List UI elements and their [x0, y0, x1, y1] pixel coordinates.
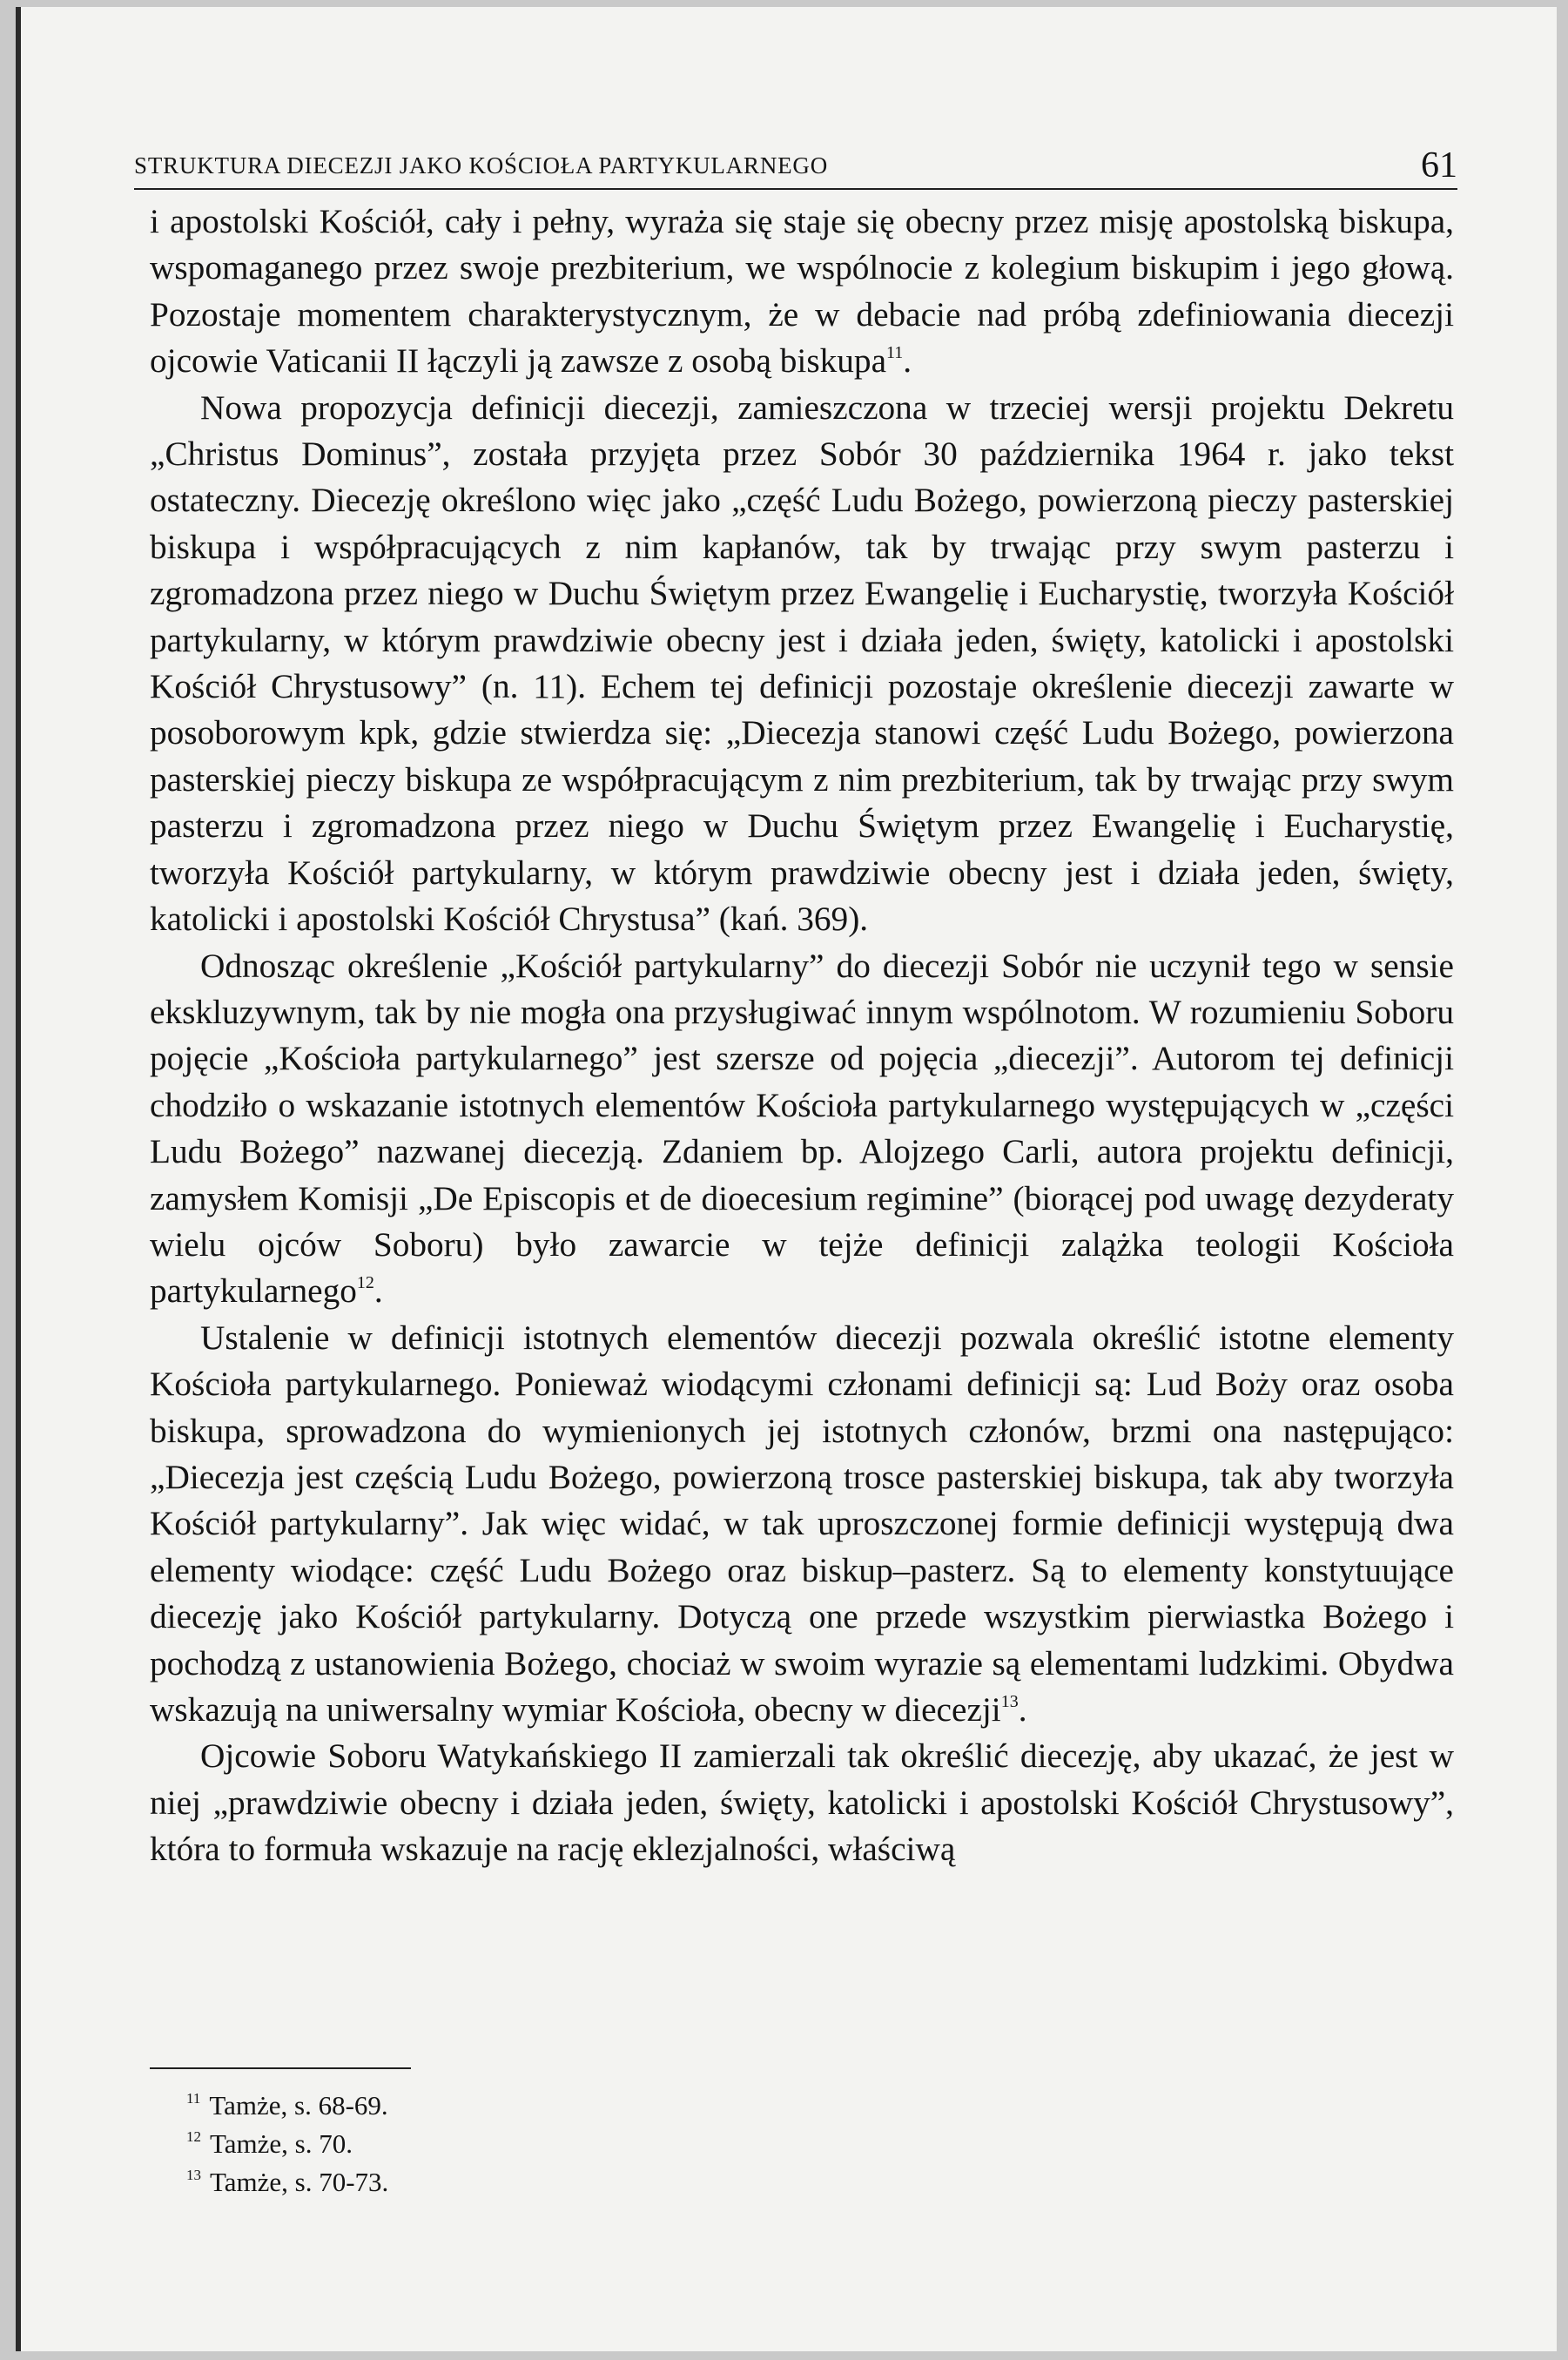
header-rule: [134, 188, 1457, 190]
paragraph-text: Odnosząc określenie „Kościół partykularny” do diecezji Sobór nie uczynił tego w sensie ekskluzywnym, tak by nie mogła ona przysługiwać innym wspólnotom. W rozumieniu Soboru pojęcie „Kościoła partykularnego” jest szersze od pojęcia „diecezji”. Autorom tej definicji chodziło o wskazanie istotnych elementów Kościoła partykularnego występujących w „części Ludu Bożego” nazwanej diecezją. Zdaniem bp. Alojzego Carli, autora projektu definicji, zamysłem Komisji „De Episcopis et de dioecesium regimine” (biorącej pod uwagę dezyderaty wielu ojców Soboru) było zawarcie w tejże definicji zalążka teologii Kościoła partykularnego: [150, 946, 1454, 1311]
paragraph-text: .: [1018, 1690, 1027, 1729]
book-page: [16, 7, 1557, 2351]
page-header: [134, 136, 1457, 188]
paragraph-text: Nowa propozycja definicji diecezji, zamieszczona w trzeciej wersji projektu Dekretu „Christus Dominus”, została przyjęta przez Sobór 30 października 1964 r. jako tekst ostateczny. Diecezję określono więc jako „część Ludu Bożego, powierzoną pieczy pasterskiej biskupa i współpracujących z nim kapłanów, tak by trwając przy swym pasterzu i zgromadzona przez niego w Duchu Świętym przez Ewangelię i Eucharystię, tworzyła Kościół partykularny, w którym prawdziwie obecny jest i działa jeden, święty, katolicki i apostolski Kościół Chrystusowy” (n. 11). Echem tej definicji pozostaje określenie diecezji zawarte w posoborowym kpk, gdzie stwierdza się: „Diecezja stanowi część Ludu Bożego, powierzona pasterskiej pieczy biskupa ze współpracującym z nim prezbiterium, tak by trwając przy swym pasterzu i zgromadzona przez niego w Duchu Świętym przez Ewangelię i Eucharystię, tworzyła Kościół partykularny, w którym prawdziwie obecny jest i działa jeden, święty, katolicki i apostolski Kościół Chrystusa” (kań. 369).: [150, 388, 1454, 939]
footnote-text: Tamże, s. 70.: [210, 2128, 353, 2159]
footnote-text: Tamże, s. 70-73.: [210, 2167, 389, 2197]
paragraph: [150, 1315, 1454, 1734]
footnote: [186, 2125, 883, 2163]
footnote-reference: 12: [356, 1273, 374, 1293]
footnote: [186, 2087, 883, 2125]
footnote-reference: 11: [886, 343, 904, 363]
footnote: [186, 2163, 883, 2202]
paragraph: [150, 1733, 1454, 1872]
footnote-reference: 13: [1000, 1692, 1019, 1711]
footnote-mark: 11: [186, 2090, 201, 2107]
paragraph-text: .: [903, 341, 912, 381]
footnotes: [186, 2087, 883, 2202]
paragraph: [150, 199, 1454, 385]
paragraph: [150, 385, 1454, 943]
paragraph-text: i apostolski Kościół, cały i pełny, wyraża się staje się obecny przez misję apostolską biskupa, wspomaganego przez swoje prezbiterium, we wspólnocie z kolegium biskupim i jego głową. Pozostaje momentem charakterystycznym, że w debacie nad próbą zdefiniowania diecezji ojcowie Vaticanii II łączyli ją zawsze z osobą biskupa: [150, 202, 1454, 381]
footnote-mark: 13: [186, 2167, 201, 2183]
running-title: STRUKTURA DIECEZJI JAKO KOŚCIOŁA PARTYKULARNEGO: [134, 152, 829, 179]
footnote-rule: [150, 2067, 411, 2069]
body-text: [150, 199, 1454, 2010]
footnote-mark: 12: [186, 2128, 201, 2145]
paragraph: [150, 943, 1454, 1315]
paragraph-text: .: [373, 1271, 383, 1311]
paragraph-text: Ojcowie Soboru Watykańskiego II zamierzali tak określić diecezję, aby ukazać, że jest w niej „prawdziwie obecny i działa jeden, święty, katolicki i apostolski Kościół Chrystusowy”, która to formuła wskazuje na rację eklezjalności, właściwą: [150, 1736, 1454, 1869]
paragraph-text: Ustalenie w definicji istotnych elementów diecezji pozwala określić istotne elementy Kościoła partykularnego. Ponieważ wiodącymi członami definicji są: Lud Boży oraz osoba biskupa, sprowadzona do wymienionych jej istotnych członów, brzmi ona następująco: „Diecezja jest częścią Ludu Bożego, powierzoną trosce pasterskiej biskupa, tak aby tworzyła Kościół partykularny”. Jak więc widać, w tak uproszczonej formie definicji występują dwa elementy wiodące: część Ludu Bożego oraz biskup–pasterz. Są to elementy konstytuujące diecezję jako Kościół partykularny. Dotyczą one przede wszystkim pierwiastka Bożego i pochodzą z ustanowienia Bożego, chociaż w swoim wyrazie są elementami ludzkimi. Obydwa wskazują na uniwersalny wymiar Kościoła, obecny w diecezji: [150, 1318, 1454, 1729]
footnote-text: Tamże, s. 68-69.: [209, 2090, 388, 2121]
page-number: 61: [1421, 145, 1457, 185]
